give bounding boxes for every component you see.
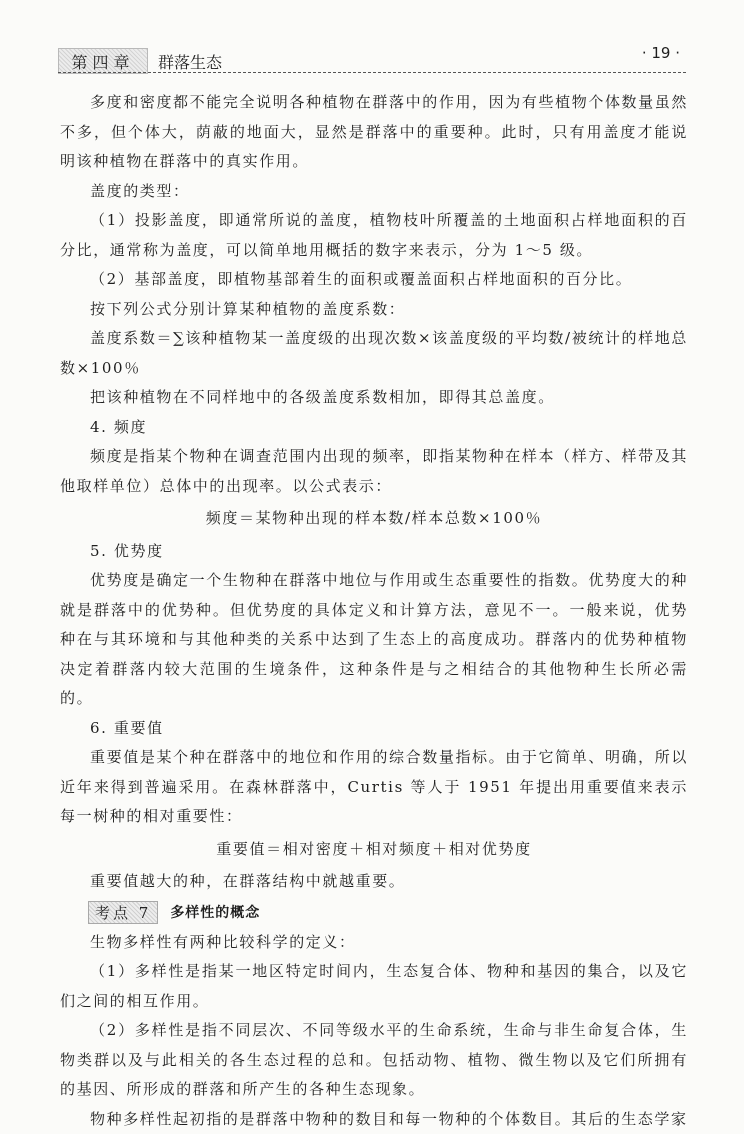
formula: 频度＝某物种出现的样本数/样本总数×100％	[60, 504, 688, 534]
page-header	[58, 40, 686, 74]
paragraph: 按下列公式分别计算某种植物的盖度系数：	[60, 295, 688, 325]
paragraph: 生物多样性有两种比较科学的定义：	[60, 928, 688, 958]
kaodian-label: 考点 7	[88, 901, 158, 924]
page-number: · 19 ·	[642, 44, 680, 62]
formula: 重要值＝相对密度＋相对频度＋相对优势度	[60, 835, 688, 865]
paragraph: 多度和密度都不能完全说明各种植物在群落中的作用，因为有些植物个体数量虽然不多，但个体大，荫蔽的地面大，显然是群落中的重要种。此时，只有用盖度才能说明该种植物在群落中的真实作用。	[60, 88, 688, 177]
chapter-label: 第四章	[58, 48, 148, 74]
chapter-title: 群落生态	[158, 50, 222, 73]
paragraph: （1）投影盖度，即通常所说的盖度，植物枝叶所覆盖的土地面积占样地面积的百分比，通常称为盖度，可以简单地用概括的数字来表示，分为 1～5 级。	[60, 206, 688, 265]
paragraph: 把该种植物在不同样地中的各级盖度系数相加，即得其总盖度。	[60, 383, 688, 413]
paragraph: 重要值是某个种在群落中的地位和作用的综合数量指标。由于它简单、明确，所以近年来得到普遍采用。在森林群落中，Curtis 等人于 1951 年提出用重要值来表示每一树种的相对重要性：	[60, 743, 688, 832]
page-body	[60, 88, 688, 1134]
header-rule	[58, 72, 686, 73]
paragraph: 物种多样性起初指的是群落中物种的数目和每一物种的个体数目。其后的生态学家	[60, 1105, 688, 1134]
paragraph: （2）多样性是指不同层次、不同等级水平的生命系统，生命与非生命复合体，生物类群以及与此相关的各生态过程的总和。包括动物、植物、微生物以及它们所拥有的基因、所形成的群落和所产生的各种生态现象。	[60, 1016, 688, 1105]
section-heading: 6. 重要值	[60, 714, 688, 744]
formula-paragraph: 盖度系数＝∑该种植物某一盖度级的出现次数×该盖度级的平均数/被统计的样地总数×100％	[60, 324, 688, 383]
paragraph: 盖度的类型：	[60, 177, 688, 207]
paragraph: （1）多样性是指某一地区特定时间内，生态复合体、物种和基因的集合，以及它们之间的相互作用。	[60, 957, 688, 1016]
kaodian-title: 多样性的概念	[170, 902, 260, 922]
section-heading: 5. 优势度	[60, 537, 688, 567]
kaodian-heading	[88, 897, 688, 928]
section-heading: 4. 频度	[60, 413, 688, 443]
paragraph: 重要值越大的种，在群落结构中就越重要。	[60, 867, 688, 897]
paragraph: 频度是指某个物种在调查范围内出现的频率，即指某物种在样本（样方、样带及其他取样单位）总体中的出现率。以公式表示：	[60, 442, 688, 501]
paragraph: 优势度是确定一个生物种在群落中地位与作用或生态重要性的指数。优势度大的种就是群落中的优势种。但优势度的具体定义和计算方法，意见不一。一般来说，优势种在与其环境和与其他种类的关系中达到了生态上的高度成功。群落内的优势种植物决定着群落内较大范围的生境条件，这种条件是与之相结合的其他物种生长所必需的。	[60, 566, 688, 714]
paragraph: （2）基部盖度，即植物基部着生的面积或覆盖面积占样地面积的百分比。	[60, 265, 688, 295]
